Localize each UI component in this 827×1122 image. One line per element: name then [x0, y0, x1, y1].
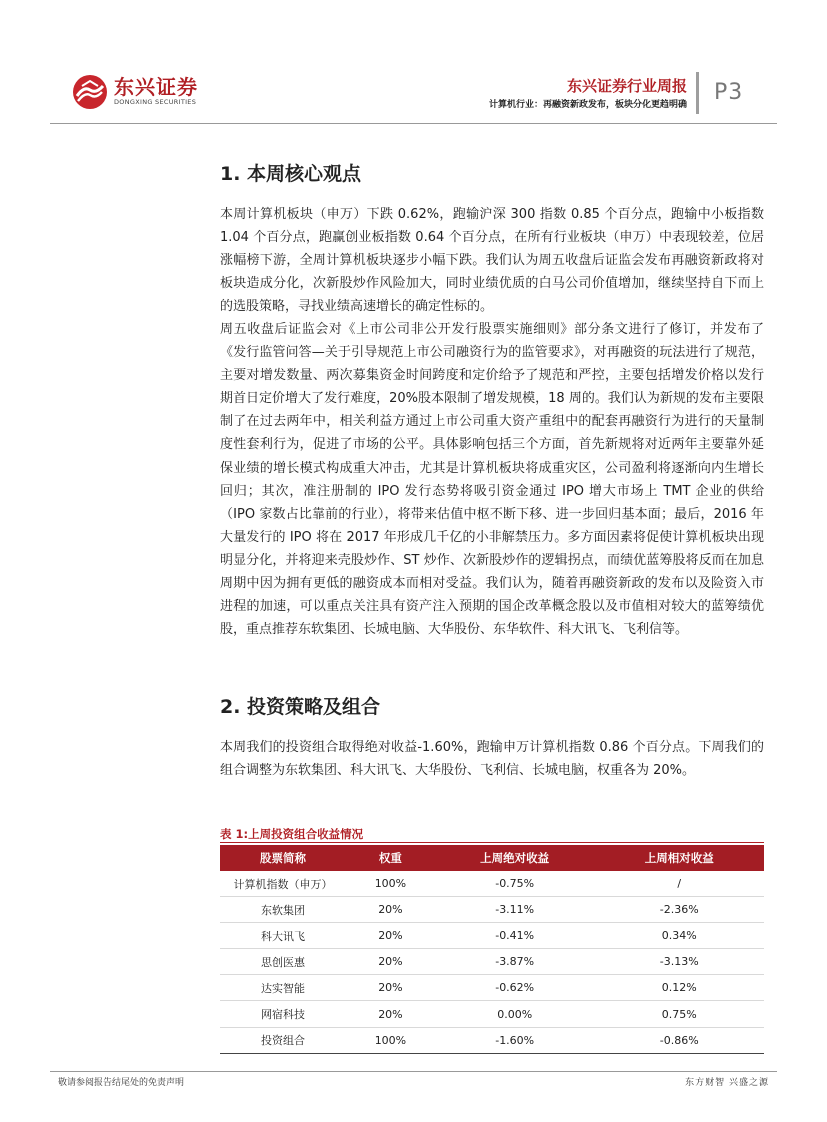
- page-number: P3: [714, 80, 744, 105]
- cell-relative: 0.12%: [595, 975, 765, 1001]
- cell-weight: 20%: [346, 975, 435, 1001]
- cell-weight: 20%: [346, 923, 435, 949]
- portfolio-return-table: [220, 845, 764, 1054]
- table-row: [220, 871, 764, 897]
- company-logo: [72, 74, 198, 110]
- table-row: [220, 897, 764, 923]
- table-row: [220, 1027, 764, 1053]
- footer-slogan: 东方财智 兴盛之源: [685, 1078, 769, 1088]
- section-heading-core-views: 1. 本周核心观点: [220, 163, 362, 185]
- dongxing-logo-icon: [72, 74, 108, 110]
- cell-absolute: 0.00%: [435, 1001, 595, 1027]
- cell-weight: 100%: [346, 871, 435, 897]
- paragraph-portfolio: 本周我们的投资组合取得绝对收益-1.60%，跑输申万计算机指数 0.86 个百分点。下周我们的组合调整为东软集团、科大讯飞、大华股份、飞利信、长城电脑，权重各为 20%。: [220, 740, 764, 779]
- cell-weight: 20%: [346, 897, 435, 923]
- table-row: [220, 1001, 764, 1027]
- cell-relative: -3.13%: [595, 949, 765, 975]
- cell-weight: 100%: [346, 1027, 435, 1053]
- footer-disclaimer: 敬请参阅报告结尾处的免责声明: [58, 1078, 185, 1088]
- cell-absolute: -3.11%: [435, 897, 595, 923]
- cell-stock: 计算机指数（申万）: [220, 871, 346, 897]
- cell-relative: 0.34%: [595, 923, 765, 949]
- col-header-weight: 权重: [346, 845, 435, 871]
- cell-absolute: -0.41%: [435, 923, 595, 949]
- cell-absolute: -1.60%: [435, 1027, 595, 1053]
- section-heading-strategy: 2. 投资策略及组合: [220, 696, 381, 718]
- cell-relative: -2.36%: [595, 897, 765, 923]
- cell-weight: 20%: [346, 949, 435, 975]
- cell-stock: 投资组合: [220, 1027, 346, 1053]
- table-row: [220, 949, 764, 975]
- cell-absolute: -0.62%: [435, 975, 595, 1001]
- footer-rule: [50, 1071, 777, 1072]
- cell-stock: 达实智能: [220, 975, 346, 1001]
- logo-en-text: DONGXING SECURITIES: [114, 98, 197, 106]
- cell-stock: 东软集团: [220, 897, 346, 923]
- header-rule: [50, 123, 777, 124]
- report-subtitle: 计算机行业：再融资新政发布，板块分化更趋明确: [488, 100, 687, 110]
- table-row: [220, 923, 764, 949]
- cell-relative: /: [595, 871, 765, 897]
- cell-absolute: -3.87%: [435, 949, 595, 975]
- cell-relative: 0.75%: [595, 1001, 765, 1027]
- report-title: 东兴证券行业周报: [566, 77, 687, 95]
- cell-stock: 科大讯飞: [220, 923, 346, 949]
- table-header-row: [220, 845, 764, 871]
- table-row: [220, 975, 764, 1001]
- paragraph-refinancing-policy: 周五收盘后证监会对《上市公司非公开发行股票实施细则》部分条文进行了修订，并发布了《发行监管问答—关于引导规范上市公司融资行为的监管要求》，对再融资的玩法进行了规范，主要对增发数量、两次募集资金时间跨度和定价给予了规范和严控，主要包括增发价格以发行期首日定价增大了发行难度，20%股本限制了增发规模，18 周的。我们认为新规的发布主要限制了在过去两年中，相关利益方通过上市公司重大资产重组中的配套再融资行为进行的天量制度性套利行为，促进了市场的公平。具体影响包括三个方面，首先新规将对近两年主要靠外延保业绩的增长模式构成重大冲击，尤其是计算机板块将成重灾区，公司盈利将逐渐向内生增长回归；其次，准注册制的 IPO 发行态势将吸引资金通过 IPO 增大市场上 TMT 企业的供给（IPO 家数占比靠前的行业），将带来估值中枢不断下移、进一步回归基本面；最后，2016 年大量发行的 IPO 将在 2017 年形成几千亿的小非解禁压力。多方面因素将促使计算机板块出现明显分化，并将迎来壳股炒作、ST 炒作、次新股炒作的逻辑拐点，而绩优蓝筹股将反而在加息周期中因为拥有更低的融资成本而相对受益。我们认为，随着再融资新政的发布以及险资入市进程的加速，可以重点关注具有资产注入预期的国企改革概念股以及市值相对较大的蓝筹绩优股，重点推荐东软集团、长城电脑、大华股份、东华软件、科大讯飞、飞利信等。: [220, 322, 764, 638]
- logo-cn-text: 东兴证券: [114, 75, 198, 99]
- col-header-relative-return: 上周相对收益: [595, 845, 765, 871]
- paragraph-weekly-performance: 本周计算机板块（申万）下跌 0.62%，跑输沪深 300 指数 0.85 个百分点，跑输中小板指数 1.04 个百分点，跑赢创业板指数 0.64 个百分点，在所有行业板块（申万）中表现较差，位居涨幅榜下游，全周计算机板块逐步小幅下跌。我们认为周五收盘后证监会发布再融资新政将对板块造成分化，次新股炒作风险加大，同时业绩优质的白马公司价值增加，继续坚持自下而上的选股策略，寻找业绩高速增长的确定性标的。: [220, 207, 764, 315]
- cell-stock: 网宿科技: [220, 1001, 346, 1027]
- cell-absolute: -0.75%: [435, 871, 595, 897]
- table-caption: 表 1:上周投资组合收益情况: [220, 827, 364, 841]
- table-top-rule: [220, 842, 764, 843]
- col-header-absolute-return: 上周绝对收益: [435, 845, 595, 871]
- col-header-stock: 股票简称: [220, 845, 346, 871]
- cell-weight: 20%: [346, 1001, 435, 1027]
- cell-stock: 思创医惠: [220, 949, 346, 975]
- header-divider: [696, 72, 699, 114]
- cell-relative: -0.86%: [595, 1027, 765, 1053]
